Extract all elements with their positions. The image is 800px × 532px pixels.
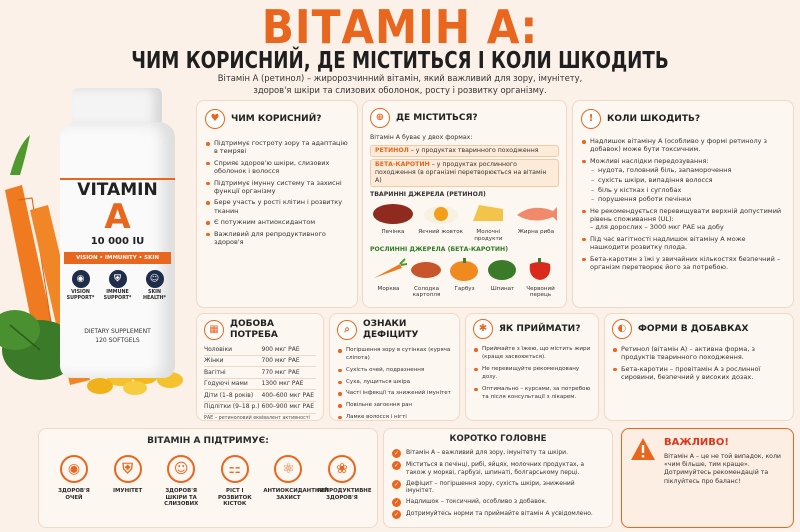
food-label: Печінка (381, 229, 405, 235)
plant-sources-title: РОСЛИННІ ДЖЕРЕЛА (БЕТА-КАРОТИН) (370, 245, 509, 253)
important-card (621, 428, 794, 528)
list-item: Оптимально – курсами, за потребою та після консультації з лікарем. (473, 385, 591, 402)
supports-label: ЗДОРОВ'Я ШКІРИ ТА СЛИЗОВИХ (164, 488, 199, 508)
list-item: Ламке волосся і нігті (337, 413, 452, 421)
bottle-icon-label: SKIN HEALTH* (142, 290, 167, 301)
page-title: ВІТАМІН А: (261, 0, 539, 54)
capsule-icon: ◐ (612, 319, 632, 339)
list-item: Сухість очей, подразнення (337, 366, 452, 374)
list-item: Сприяє здоров'ю шкіри, слизових оболонок і волосся (205, 159, 349, 176)
magnifier-icon: ⌕ (337, 320, 357, 340)
warning-icon (630, 437, 656, 461)
supports-title: ВІТАМІН А ПІДТРИМУЄ: (147, 436, 269, 446)
bottle-letter: A (104, 197, 131, 237)
deficit-card (329, 313, 460, 421)
list-item: Бере участь у рості клітин і розвитку тканин (205, 198, 349, 215)
benefits-card (196, 100, 358, 308)
animal-sources (370, 201, 559, 243)
sources-lead: Вітамін А буває у двох формах: (370, 134, 473, 141)
important-text: Вітамін А – це не той випадок, коли «чим більше, тим краще». Дотримуйтесь рекомендацій та піклуйтесь про баланс! (664, 453, 781, 485)
fish-icon (513, 201, 559, 225)
calendar-icon: ▦ (204, 320, 224, 340)
reproductive-icon: ❀ (328, 455, 356, 483)
list-item: Важливий для репродуктивного здоров'я (205, 230, 349, 247)
deficit-list (337, 346, 452, 421)
list-item: Не рекомендується перевищувати верхній допустимий рівень споживання (UL): – для дорослих – 3000 мкг РАЕ на добу (581, 207, 785, 232)
list-item: Є потужним антиоксидантом (205, 218, 349, 226)
list-item: – біль у кістках і суглобах (589, 186, 785, 194)
forms-title: ФОРМИ В ДОБАВКАХ (638, 323, 749, 334)
shield-icon: ⛨ (109, 270, 127, 288)
food-label: Молочні продукти (474, 229, 503, 242)
bottle-dose: 10 000 IU (90, 236, 145, 247)
shield-heart-icon: ♥ (205, 109, 225, 129)
animal-sources-title: ТВАРИННІ ДЖЕРЕЛА (РЕТИНОЛ) (370, 191, 486, 198)
supplement-bottle (60, 88, 175, 378)
atom-icon: ⚛ (274, 455, 302, 483)
list-item: Під час вагітності надлишок вітаміну А може нашкодити розвитку плода. (581, 235, 785, 252)
table-row: Жінки 700 мкг РАЕ (204, 355, 316, 367)
carrot-icon (370, 256, 407, 282)
list-item: Надлишок вітаміну А (особливо у формі ретинолу з добавок) може бути токсичним. (581, 137, 785, 154)
bottle-icon-label: VISION SUPPORT* (66, 290, 95, 301)
bottle-footer: 120 SOFTGELS (95, 337, 140, 344)
intro-text: Вітамін А (ретинол) – жиророзчинний вітамін, який важливий для зору, імунітету, здоров'я шкіри та слизових оболонок, росту і розвитку організму. (217, 73, 583, 95)
check-icon: ✓ (393, 511, 400, 519)
check-icon: ✓ (393, 499, 400, 507)
summary-item: ✓ Надлишок – токсичний, особливо з добавок. (393, 498, 547, 507)
face-icon: ☺ (146, 270, 164, 288)
summary-item: ✓ Міститься в печінці, рибі, яйцях, молочних продуктах, а також у моркві, гарбузі, шпинаті, болгарському перці. (393, 461, 585, 476)
red-pepper-icon (522, 256, 559, 282)
shield-icon: ⛨ (114, 455, 142, 483)
food-label: Солодка картопля (412, 285, 441, 299)
daily-note: РАЕ – ретиноловий еквівалент активності (204, 415, 310, 421)
list-item: Ретинол (вітамін А) – активна форма, з продуктів тваринного походження. (612, 345, 786, 362)
list-item: Часті інфекції та знижений імунітет (337, 389, 452, 397)
eye-icon: ◉ (60, 455, 88, 483)
hero-illustration (0, 80, 200, 420)
deficit-title: ОЗНАКИ ДЕФІЦИТУ (363, 319, 419, 340)
benefits-title: ЧИМ КОРИСНИЙ? (231, 113, 322, 124)
table-row: Підлітки (9–18 р.) 600–900 мкг РАЕ (204, 401, 316, 413)
summary-item: ✓ Вітамін А – важливий для зору, імунітету та шкіри. (393, 449, 568, 457)
bottle-brand: VITAMIN (77, 180, 158, 200)
harm-list-2 (581, 207, 785, 271)
warning-icon: ! (581, 109, 601, 129)
supports-row (45, 455, 371, 508)
daily-table (204, 344, 316, 414)
howto-card (465, 313, 599, 421)
list-item: – нудота, головний біль, запаморочення (589, 166, 785, 174)
supports-label: РЕПРОДУКТИВНЕ ЗДОРОВ'Я (316, 488, 372, 501)
list-item: – сухість шкіри, випадіння волосся (589, 176, 785, 184)
supports-card (38, 428, 378, 528)
table-row: Чоловіки 900 мкг РАЕ (204, 344, 316, 355)
howto-list (473, 345, 591, 401)
cheese-icon (465, 201, 511, 225)
benefits-list (205, 139, 349, 246)
check-icon: ✓ (393, 480, 400, 488)
list-item: Суха, лущиться шкіра (337, 378, 452, 386)
forms-list (612, 345, 786, 381)
bottle-band: VISION • IMMUNITY • SKIN (64, 252, 171, 264)
page-subtitle: ЧИМ КОРИСНИЙ, ДЕ МІСТИТЬСЯ І КОЛИ ШКОДИТЬ (131, 48, 669, 74)
list-item: – порушення роботи печінки (589, 195, 785, 203)
form-retinol: РЕТИНОЛ – у продуктах тваринного походження (370, 145, 559, 157)
table-row: Вагітні 770 мкг РАЕ (204, 367, 316, 379)
supports-label: РІСТ І РОЗВИТОК КІСТОК (217, 488, 252, 508)
overdose-list (581, 166, 785, 204)
food-label: Жирна риба (517, 229, 555, 235)
supports-label: АНТИОКСИДАНТНИЙ ЗАХИСТ (263, 488, 329, 501)
list-item: Погіршення зору в сутінках (куряча сліпота) (337, 346, 452, 363)
bone-icon: ⚏ (221, 455, 249, 483)
list-item: Можливі наслідки передозування: (581, 157, 785, 165)
bottle-icon-label: IMMUNE SUPPORT* (103, 290, 132, 301)
supports-label: ІМУНІТЕТ (113, 488, 143, 494)
summary-item: ✓ Дотримуйтесь норми та приймайте вітамін А усвідомлено. (393, 510, 593, 519)
food-label: Червоний перець (526, 285, 555, 299)
list-item: Підтримує гостроту зору та адаптацію в темряві (205, 139, 349, 156)
list-item: Бета-каротин з їжі у звичайних кількостях безпечний – організм перетворює його за потребою. (581, 255, 785, 272)
supports-label: ЗДОРОВ'Я ОЧЕЙ (58, 488, 90, 501)
liver-icon (370, 201, 416, 225)
summary-title: КОРОТКО ГОЛОВНЕ (449, 434, 547, 444)
summary-item: ✓ Дефіцит – погіршення зору, сухість шкіри, знижений імунітет. (393, 479, 575, 495)
daily-card (196, 313, 324, 421)
list-item: Приймайте з їжею, що містить жири (краще засвоюється). (473, 345, 591, 362)
spinach-icon (484, 256, 521, 282)
food-label: Морква (377, 285, 400, 292)
pill-icon: ✱ (473, 319, 493, 339)
food-icon: ⊕ (370, 108, 390, 128)
eye-icon: ◉ (72, 270, 90, 288)
pumpkin-icon (446, 256, 483, 282)
list-item: Бета-каротин – провітамін А з рослинної сировини, безпечний у високих дозах. (612, 365, 786, 382)
summary-card (383, 428, 613, 528)
table-row: Годуючі мами 1300 мкг РАЕ (204, 378, 316, 390)
harm-list (581, 137, 785, 165)
bottle-footer: DIETARY SUPPLEMENT (84, 328, 151, 335)
sources-title: ДЕ МІСТИТЬСЯ? (396, 112, 478, 123)
sweet-potato-icon (408, 256, 445, 282)
egg-yolk-icon (418, 201, 464, 225)
face-icon: ☺ (167, 455, 195, 483)
important-title: ВАЖЛИВО! (664, 437, 729, 448)
harm-title: КОЛИ ШКОДИТЬ? (607, 113, 701, 124)
forms-card (604, 313, 794, 421)
table-row: Діти (1–8 років) 400–600 мкг РАЕ (204, 390, 316, 402)
sources-card (362, 100, 567, 308)
howto-title: ЯК ПРИЙМАТИ? (499, 323, 581, 334)
daily-title: ДОБОВА ПОТРЕБА (230, 319, 278, 340)
check-icon: ✓ (393, 450, 400, 457)
list-item: Підтримує імунну систему та захисні функції організму (205, 179, 349, 196)
food-label: Гарбуз (454, 285, 475, 292)
list-item: Повільне загоєння ран (337, 401, 452, 409)
list-item: Не перевищуйте рекомендовану дозу. (473, 365, 591, 382)
form-beta-carotene: БЕТА-КАРОТИН – у продуктах рослинного походження (в організмі перетворюється на вітамін А) (370, 159, 559, 187)
harm-card (572, 100, 794, 308)
plant-sources (370, 256, 559, 300)
check-icon: ✓ (393, 462, 400, 469)
food-label: Яєчний жовток (418, 229, 464, 235)
food-label: Шпинат (490, 285, 515, 292)
